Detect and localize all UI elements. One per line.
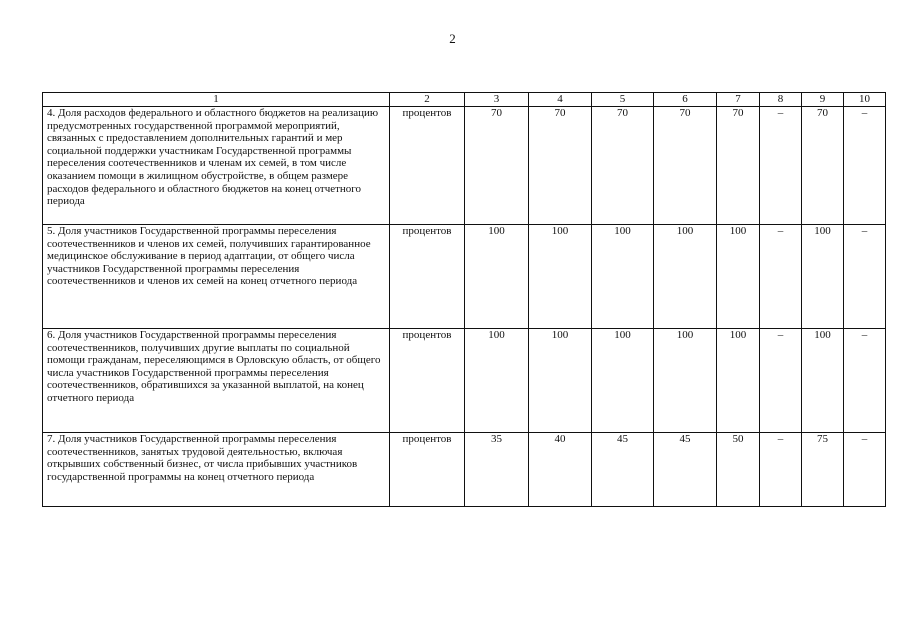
indicator-value: 45 (654, 433, 717, 507)
indicator-value: – (760, 107, 802, 225)
indicator-value: 100 (592, 329, 654, 433)
indicator-unit: процентов (390, 433, 465, 507)
indicator-value: 100 (654, 329, 717, 433)
header-row (43, 93, 886, 107)
header-cell: 1 (43, 93, 390, 107)
indicator-value: 40 (529, 433, 592, 507)
indicator-value: 100 (465, 225, 529, 329)
indicator-name: 6. Доля участников Государственной программы переселения соотечественников, получивших другие выплаты по социальной помощи гражданам, переселяющимся в Орловскую область, от общего числа участников Государственной программы переселения соотечественников, обратившихся за указанной выплатой, на конец отчетного периода (43, 329, 390, 433)
indicator-value: 100 (717, 225, 760, 329)
indicator-value: 100 (802, 225, 844, 329)
header-cell: 3 (465, 93, 529, 107)
indicator-value: 70 (654, 107, 717, 225)
header-cell: 2 (390, 93, 465, 107)
indicator-unit: процентов (390, 329, 465, 433)
indicator-value: 70 (529, 107, 592, 225)
header-cell: 9 (802, 93, 844, 107)
indicator-value: 100 (529, 329, 592, 433)
indicator-value: 100 (717, 329, 760, 433)
indicator-value: – (760, 329, 802, 433)
table-row (43, 329, 886, 433)
indicator-value: – (760, 433, 802, 507)
indicator-value: 35 (465, 433, 529, 507)
table-row (43, 225, 886, 329)
indicator-value: 100 (802, 329, 844, 433)
indicator-value: 50 (717, 433, 760, 507)
indicator-value: – (844, 433, 886, 507)
indicator-value: – (844, 329, 886, 433)
indicator-name: 7. Доля участников Государственной программы переселения соотечественников, занятых трудовой деятельностью, включая открывших собственный бизнес, от числа прибывших участников государственной программы на конец отчетного периода (43, 433, 390, 507)
header-cell: 10 (844, 93, 886, 107)
indicator-value: – (844, 225, 886, 329)
header-cell: 5 (592, 93, 654, 107)
indicator-value: 70 (802, 107, 844, 225)
indicator-value: 100 (654, 225, 717, 329)
header-cell: 7 (717, 93, 760, 107)
indicator-unit: процентов (390, 107, 465, 225)
table-row (43, 107, 886, 225)
header-cell: 6 (654, 93, 717, 107)
indicator-value: 100 (592, 225, 654, 329)
header-cell: 4 (529, 93, 592, 107)
table-row (43, 433, 886, 507)
indicator-value: 70 (592, 107, 654, 225)
indicator-value: 75 (802, 433, 844, 507)
indicator-value: 100 (529, 225, 592, 329)
indicator-value: – (844, 107, 886, 225)
indicator-unit: процентов (390, 225, 465, 329)
indicator-value: 45 (592, 433, 654, 507)
indicator-name: 4. Доля расходов федерального и областного бюджетов на реализацию предусмотренных государственной программой мероприятий, связанных с предоставлением дополнительных гарантий и мер социальной поддержки участникам Государственной программы переселения соотечественников и членам их семей, в том числе оказанием помощи в жилищном обустройстве, в общем размере расходов федерального и областного бюджетов на конец отчетного периода (43, 107, 390, 225)
indicator-value: 70 (717, 107, 760, 225)
indicator-name: 5. Доля участников Государственной программы переселения соотечественников и членов их семей, получивших гарантированное медицинское обслуживание в период адаптации, от общего числа участников Государственной программы переселения соотечественников и членов их семей на конец отчетного периода (43, 225, 390, 329)
indicators-table (42, 92, 886, 507)
indicator-value: 100 (465, 329, 529, 433)
header-cell: 8 (760, 93, 802, 107)
indicator-value: – (760, 225, 802, 329)
page-number: 2 (449, 31, 456, 46)
indicator-value: 70 (465, 107, 529, 225)
